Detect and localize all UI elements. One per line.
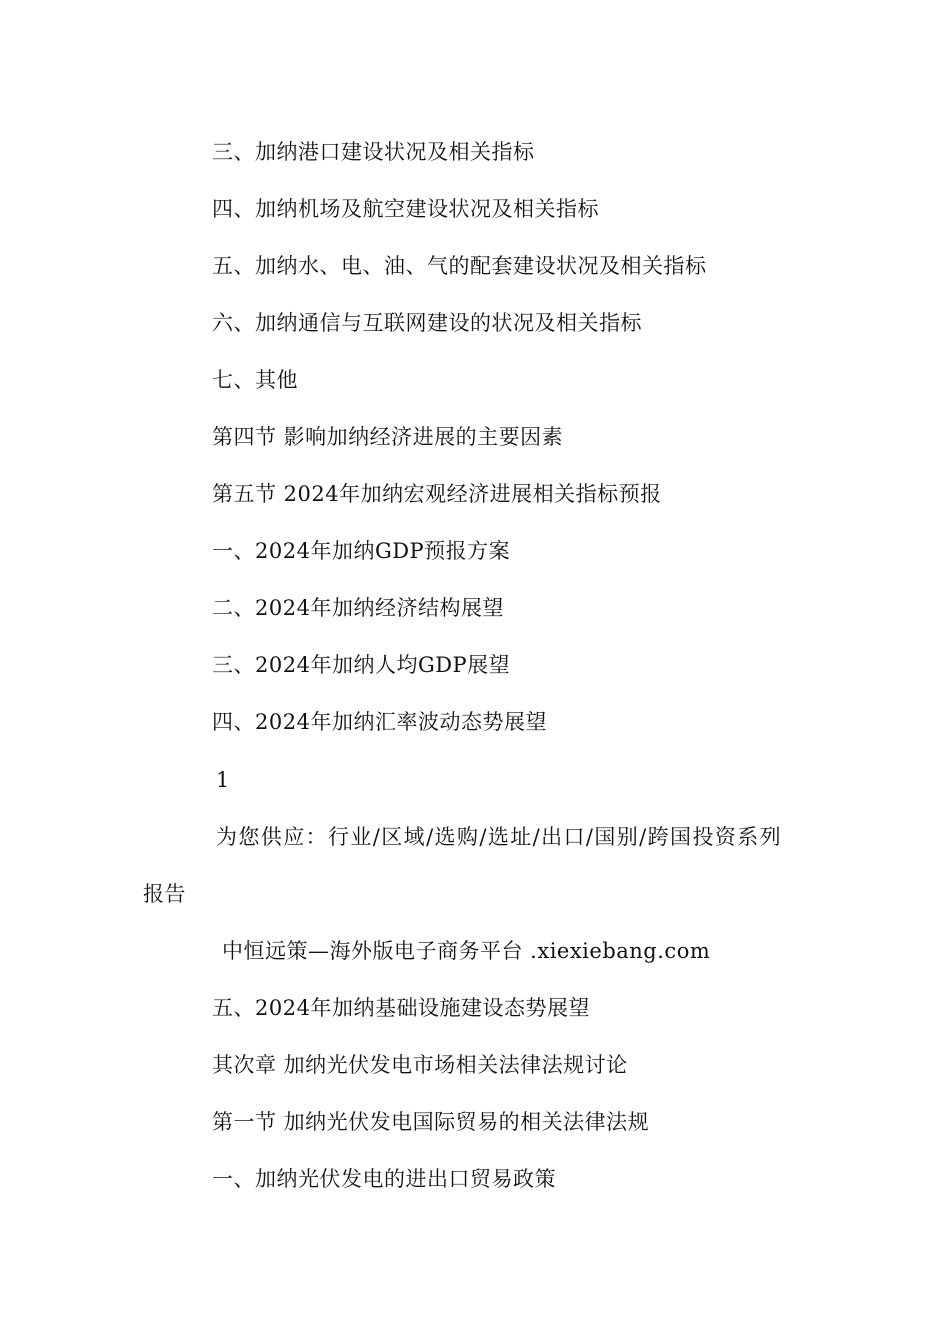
page-number: 1 [216, 768, 230, 792]
toc-line-port: 三、加纳港口建设状况及相关指标 [212, 140, 535, 164]
toc-line-section-4: 第四节 影响加纳经济进展的主要因素 [212, 425, 564, 449]
toc-line-telecom: 六、加纳通信与互联网建设的状况及相关指标 [212, 311, 642, 335]
toc-line-utilities: 五、加纳水、电、油、气的配套建设状况及相关指标 [212, 254, 707, 278]
toc-line-section-5: 第五节 2024年加纳宏观经济进展相关指标预报 [212, 482, 662, 506]
toc-line-gdp-per-capita: 三、2024年加纳人均GDP展望 [212, 653, 511, 677]
toc-line-import-export: 一、加纳光伏发电的进出口贸易政策 [212, 1167, 556, 1191]
promo-text-line-2: 报告 [143, 882, 186, 906]
toc-line-economic-structure: 二、2024年加纳经济结构展望 [212, 596, 504, 620]
toc-line-infrastructure: 五、2024年加纳基础设施建设态势展望 [212, 996, 590, 1020]
toc-line-section-1: 第一节 加纳光伏发电国际贸易的相关法律法规 [212, 1110, 650, 1134]
toc-line-airport: 四、加纳机场及航空建设状况及相关指标 [212, 197, 599, 221]
toc-line-gdp-forecast: 一、2024年加纳GDP预报方案 [212, 539, 511, 563]
toc-line-chapter-2: 其次章 加纳光伏发电市场相关法律法规讨论 [212, 1053, 628, 1077]
promo-website: 中恒远策—海外版电子商务平台 .xiexiebang.com [222, 939, 711, 963]
toc-line-exchange-rate: 四、2024年加纳汇率波动态势展望 [212, 710, 547, 734]
promo-text-line-1: 为您供应：行业/区域/选购/选址/出口/国别/跨国投资系列 [216, 825, 783, 849]
toc-line-other: 七、其他 [212, 368, 298, 392]
